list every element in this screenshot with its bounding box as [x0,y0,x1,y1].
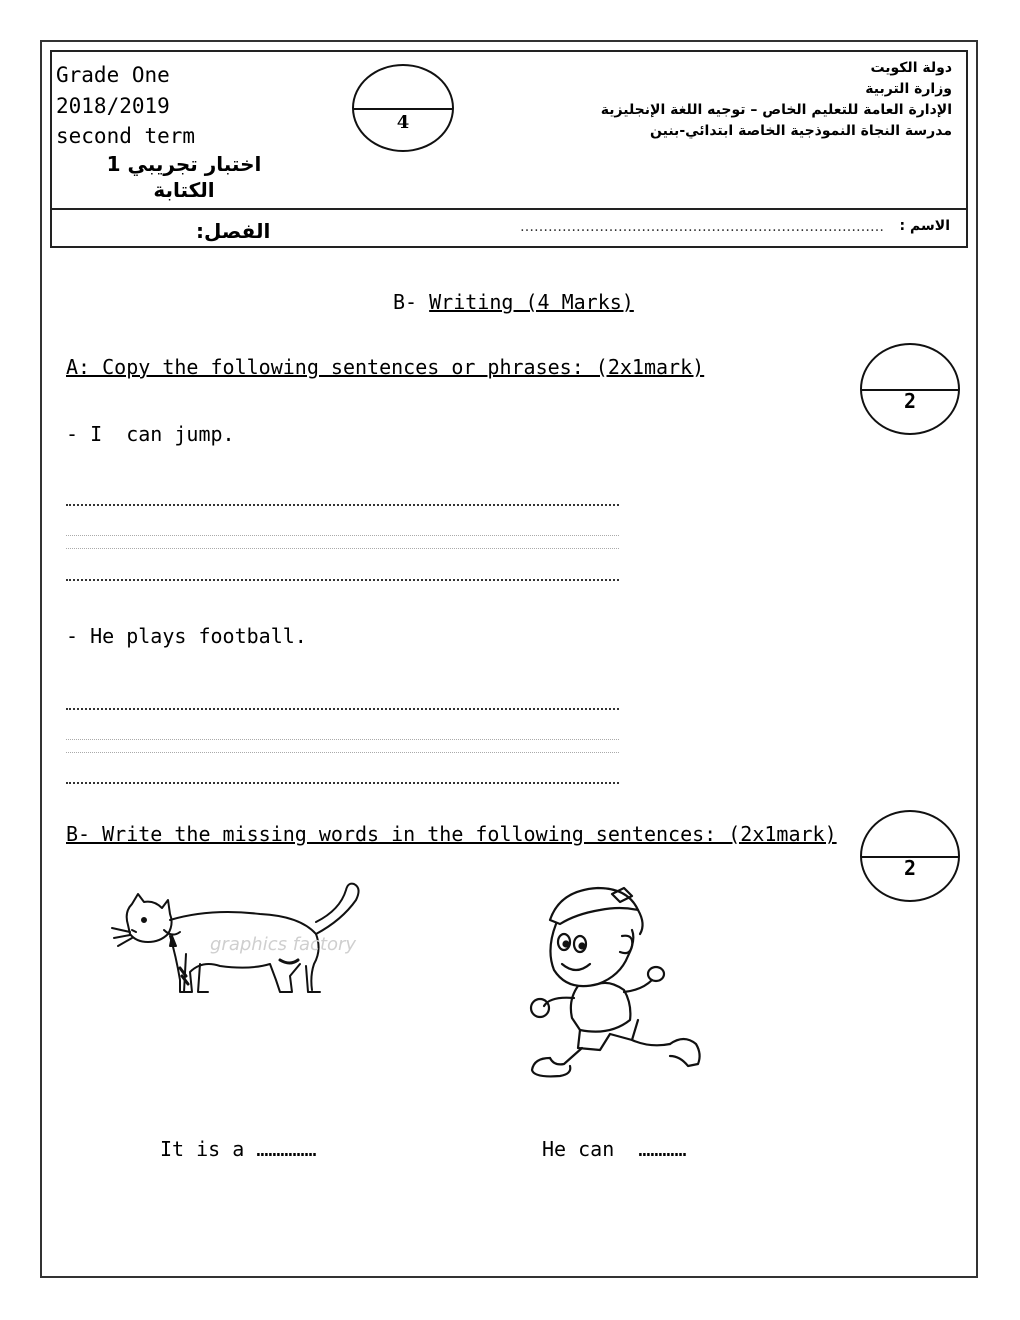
caption-cat: It is a …………… [160,1137,317,1161]
exam-title: اختبار تجريبي 1 [106,152,262,176]
name-label: الاسم : [899,218,950,234]
watermark-text: graphics factory [210,934,357,955]
year-label: 2018/2019 [56,93,170,118]
term-label: second term [56,124,196,148]
part-a-score-circle [860,343,960,435]
caption-boy: He can ………… [542,1137,687,1161]
exam-info [56,60,195,152]
sentence-1: - I can jump. [66,422,235,446]
exam-subject: الكتابة [153,178,215,202]
org-line-school: مدرسة النجاة النموذجية الخاصة ابتدائي-بنين [650,123,952,139]
total-score-circle [352,64,454,152]
part-a-title: A: Copy the following sentences or phrases: (2x1mark) [66,355,705,379]
guide-line-1a [66,535,619,536]
part-b-score-value: 2 [903,856,917,880]
running-boy-drawing-icon [520,880,720,1085]
section-title: Writing (4 Marks) [429,290,634,314]
part-b-score-circle [860,810,960,902]
org-line-country: دولة الكويت [870,60,952,76]
writing-line-1a[interactable] [66,504,619,506]
section-prefix: B- [393,290,418,314]
guide-line-1b [66,548,619,549]
writing-line-2a[interactable] [66,708,619,710]
header-divider [50,208,968,210]
guide-line-2a [66,739,619,740]
org-line-ministry: وزارة التربية [865,81,952,97]
sentence-2: - He plays football. [66,624,307,648]
writing-line-2b[interactable] [66,782,619,784]
class-label: الفصل: [196,219,271,243]
guide-line-2b [66,752,619,753]
writing-line-1b[interactable] [66,579,619,581]
total-score-value: 4 [396,112,410,133]
section-heading [393,290,634,314]
org-line-department: الإدارة العامة للتعليم الخاص – توجيه اللغة الإنجليزية [600,102,952,118]
organization-block [601,58,952,142]
cat-drawing-icon [110,880,370,1000]
part-a-score-value: 2 [903,389,917,413]
grade-label: Grade One [56,63,170,87]
part-b-title: B- Write the missing words in the following sentences: (2x1mark) [66,822,837,846]
exam-title-block [104,151,264,203]
name-field[interactable]: …………………………………………………………………… [520,219,884,235]
